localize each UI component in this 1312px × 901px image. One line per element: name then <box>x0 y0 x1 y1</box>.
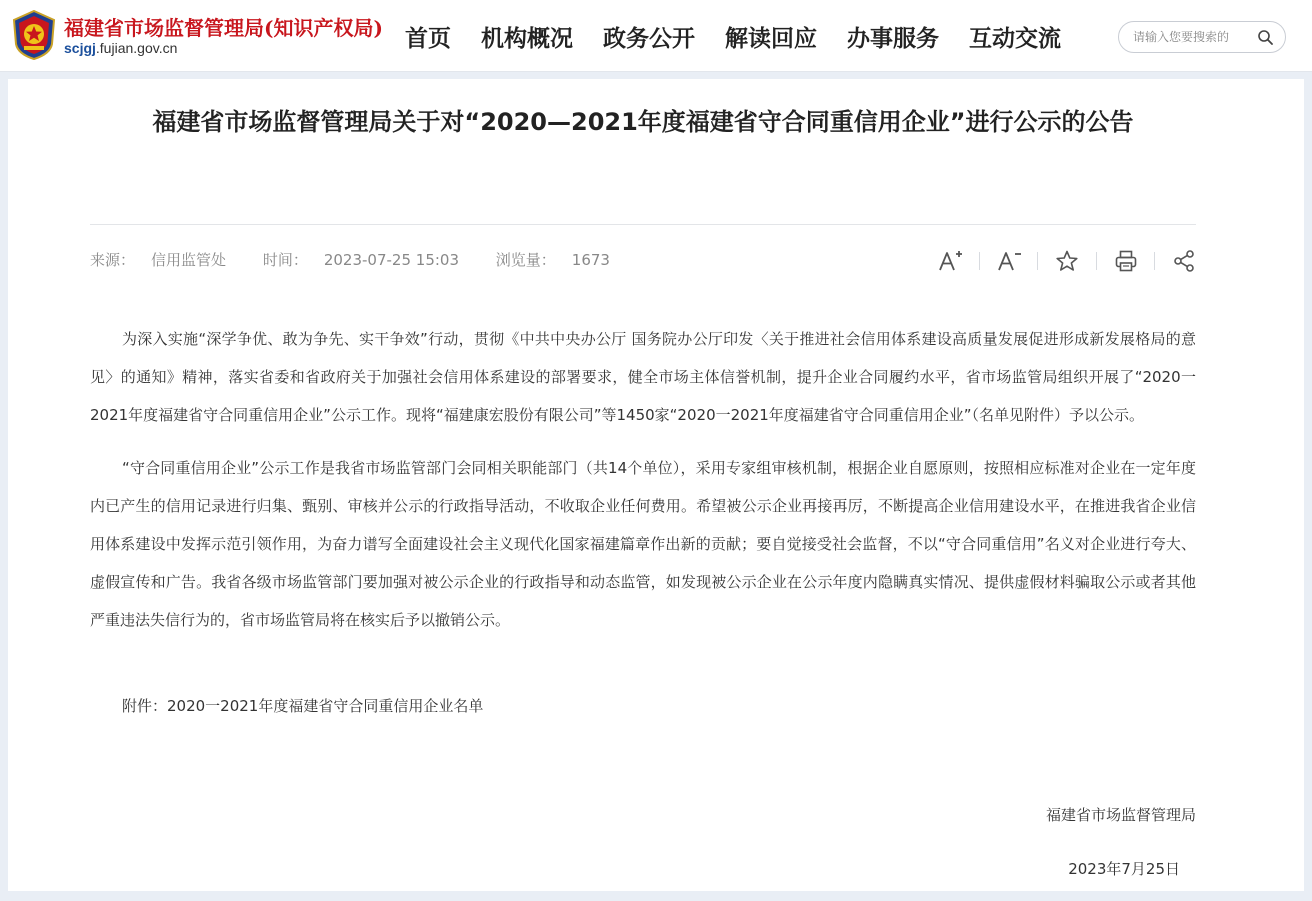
meta-time <box>263 251 475 269</box>
search-box <box>1118 21 1286 53</box>
meta-time-value: 2023-07-25 15:03 <box>323 251 459 269</box>
article-body <box>90 320 1196 654</box>
nav-services[interactable]: 办事服务 <box>847 25 939 52</box>
site-name[interactable]: 福建省市场监督管理局(知识产权局) <box>64 16 383 40</box>
nav-home[interactable]: 首页 <box>405 25 451 52</box>
toolbar-separator <box>1037 252 1038 270</box>
article-paragraph: “守合同重信用企业”公示工作是我省市场监管部门会同相关职能部门（共14个单位），采用专家组审核机制，根据企业自愿原则，按照相应标准对企业在一定年度内已产生的信用记录进行归集、甄别、审核并公示的行政指导活动，不收取企业任何费用。希望被公示企业再接再厉，不断提高企业信用建设水平，在推进我省企业信用体系建设中发挥示范引领作用，为奋力谱写全面建设社会主义现代化国家福建篇章作出新的贡献；要自觉接受社会监督，不以“守合同重信用”名义对企业进行夸大、虚假宣传和广告。我省各级市场监管部门要加强对被公示企业的行政指导和动态监管，如发现被公示企业在公示年度内隐瞒真实情况、提供虚假材料骗取公示或者其他严重违法失信行为的，省市场监管局将在核实后予以撤销公示。 <box>90 459 1196 629</box>
police-emblem-icon[interactable] <box>12 10 56 60</box>
share-button[interactable] <box>1170 247 1198 275</box>
nav-interpretation[interactable]: 解读回应 <box>725 25 817 52</box>
site-domain-prefix: scjgj <box>64 40 96 56</box>
site-domain-suffix: .fujian.gov.cn <box>95 40 178 56</box>
title-divider <box>90 224 1196 225</box>
main-nav <box>390 0 1076 72</box>
meta-views-value: 1673 <box>571 251 610 269</box>
article-title: 福建省市场监督管理局关于对“2020—2021年度福建省守合同重信用企业”进行公示的公告 <box>152 108 1134 136</box>
signature-date: 2023年7月25日 <box>1068 860 1180 878</box>
site-domain <box>64 40 177 56</box>
favorite-button[interactable] <box>1053 247 1081 275</box>
meta-source-value: 信用监管处 <box>151 251 227 269</box>
toolbar-separator <box>979 252 980 270</box>
article-meta <box>90 249 642 270</box>
meta-source <box>90 251 242 269</box>
nav-government-affairs[interactable]: 政务公开 <box>603 25 695 52</box>
font-increase-icon <box>937 249 963 273</box>
font-decrease-button[interactable] <box>995 247 1023 275</box>
share-icon <box>1172 249 1196 273</box>
font-decrease-icon <box>996 249 1022 273</box>
printer-icon <box>1114 249 1138 273</box>
meta-source-label: 来源： <box>90 251 136 269</box>
search-icon[interactable] <box>1257 29 1274 46</box>
site-header <box>0 0 1312 72</box>
toolbar-separator <box>1096 252 1097 270</box>
nav-about[interactable]: 机构概况 <box>481 25 573 52</box>
attachment-link[interactable]: 附件：2020一2021年度福建省守合同重信用企业名单 <box>122 697 484 715</box>
meta-time-label: 时间： <box>262 251 308 269</box>
print-button[interactable] <box>1112 247 1140 275</box>
meta-views <box>496 251 626 269</box>
star-icon <box>1055 249 1079 273</box>
search-input[interactable] <box>1133 26 1251 48</box>
nav-interaction[interactable]: 互动交流 <box>969 25 1061 52</box>
article-toolbar <box>936 244 1198 278</box>
signature-organization: 福建省市场监督管理局 <box>1045 806 1196 824</box>
meta-views-label: 浏览量： <box>495 251 556 269</box>
article-paragraph: 为深入实施“深学争优、敢为争先、实干争效”行动，贯彻《中共中央办公厅 国务院办公厅印发〈关于推进社会信用体系建设高质量发展促进形成新发展格局的意见〉的通知》精神，落实省委和省政府关于加强社会信用体系建设的部署要求，健全市场主体信誉机制，提升企业合同履约水平，省市场监管局组织开展了“2020一2021年度福建省守合同重信用企业”公示工作。现将“福建康宏股份有限公司”等1450家“2020一2021年度福建省守合同重信用企业”（名单见附件）予以公示。 <box>90 330 1196 424</box>
toolbar-separator <box>1154 252 1155 270</box>
font-increase-button[interactable] <box>936 247 964 275</box>
article-container <box>8 79 1304 891</box>
